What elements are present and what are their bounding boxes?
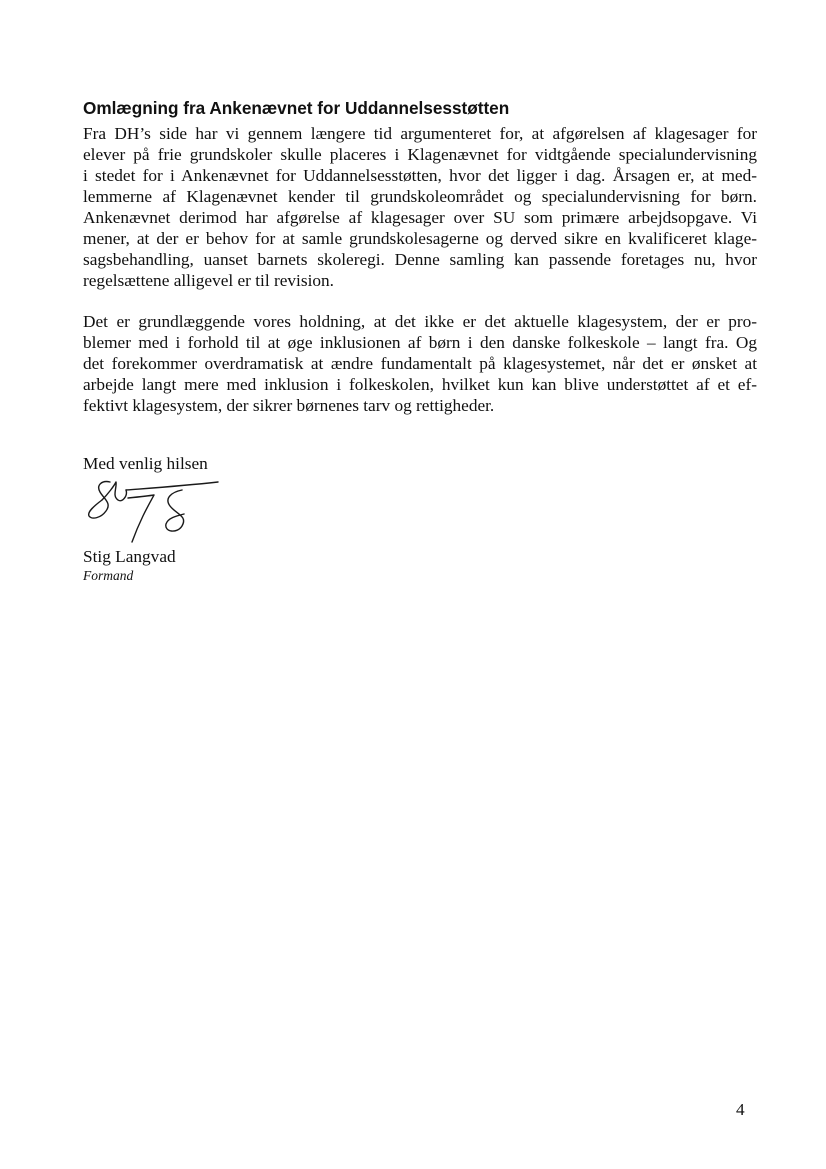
paragraph-line: Ankenævnet derimod har afgørelse af klagesager over SU som primære arbejdsopgave. Vi — [83, 208, 757, 227]
paragraph-line: lemmerne af Klagenævnet kender til grundskoleområdet og specialundervisning for børn. — [83, 187, 757, 206]
paragraph-line: sagsbehandling, uanset barnets skoleregi. Denne samling kan passende foretages nu, hvor — [83, 250, 757, 269]
paragraph-line: det forekommer overdramatisk at ændre fundamentalt på klagesystemet, når det er ønsket at — [83, 354, 757, 373]
signer-title: Formand — [83, 568, 134, 583]
paragraph-line: fektivt klagesystem, der sikrer børnenes tarv og rettigheder. — [83, 396, 495, 415]
section-heading: Omlægning fra Ankenævnet for Uddannelsesstøtten — [83, 98, 510, 118]
paragraph-2 — [83, 311, 757, 416]
page-number: 4 — [736, 1100, 745, 1119]
paragraph-line: Fra DH’s side har vi gennem længere tid argumenteret for, at afgørelsen af klagesager for — [83, 124, 757, 143]
signer-name: Stig Langvad — [83, 547, 176, 566]
paragraph-line: blemer med i forhold til at øge inklusionen af børn i den danske folkeskole – langt fra. Og — [83, 333, 757, 352]
paragraph-line: Det er grundlæggende vores holdning, at det ikke er det aktuelle klagesystem, der er pro- — [83, 312, 757, 331]
handwritten-signature — [82, 476, 222, 546]
paragraph-line: regelsættene alligevel er til revision. — [83, 271, 334, 290]
paragraph-line: mener, at der er behov for at samle grundskolesagerne og derved sikre en kvalificeret klage- — [83, 229, 757, 248]
paragraph-line: i stedet for i Ankenævnet for Uddannelsesstøtten, hvor det ligger i dag. Årsagen er, at med- — [83, 166, 757, 185]
paragraph-line: arbejde langt mere med inklusion i folkeskolen, hvilket kun kan blive understøttet af et ef- — [83, 375, 757, 394]
paragraph-1 — [83, 123, 757, 291]
closing-salutation: Med venlig hilsen — [83, 454, 208, 473]
paragraph-line: elever på frie grundskoler skulle placeres i Klagenævnet for vidtgående specialundervisning — [83, 145, 757, 164]
